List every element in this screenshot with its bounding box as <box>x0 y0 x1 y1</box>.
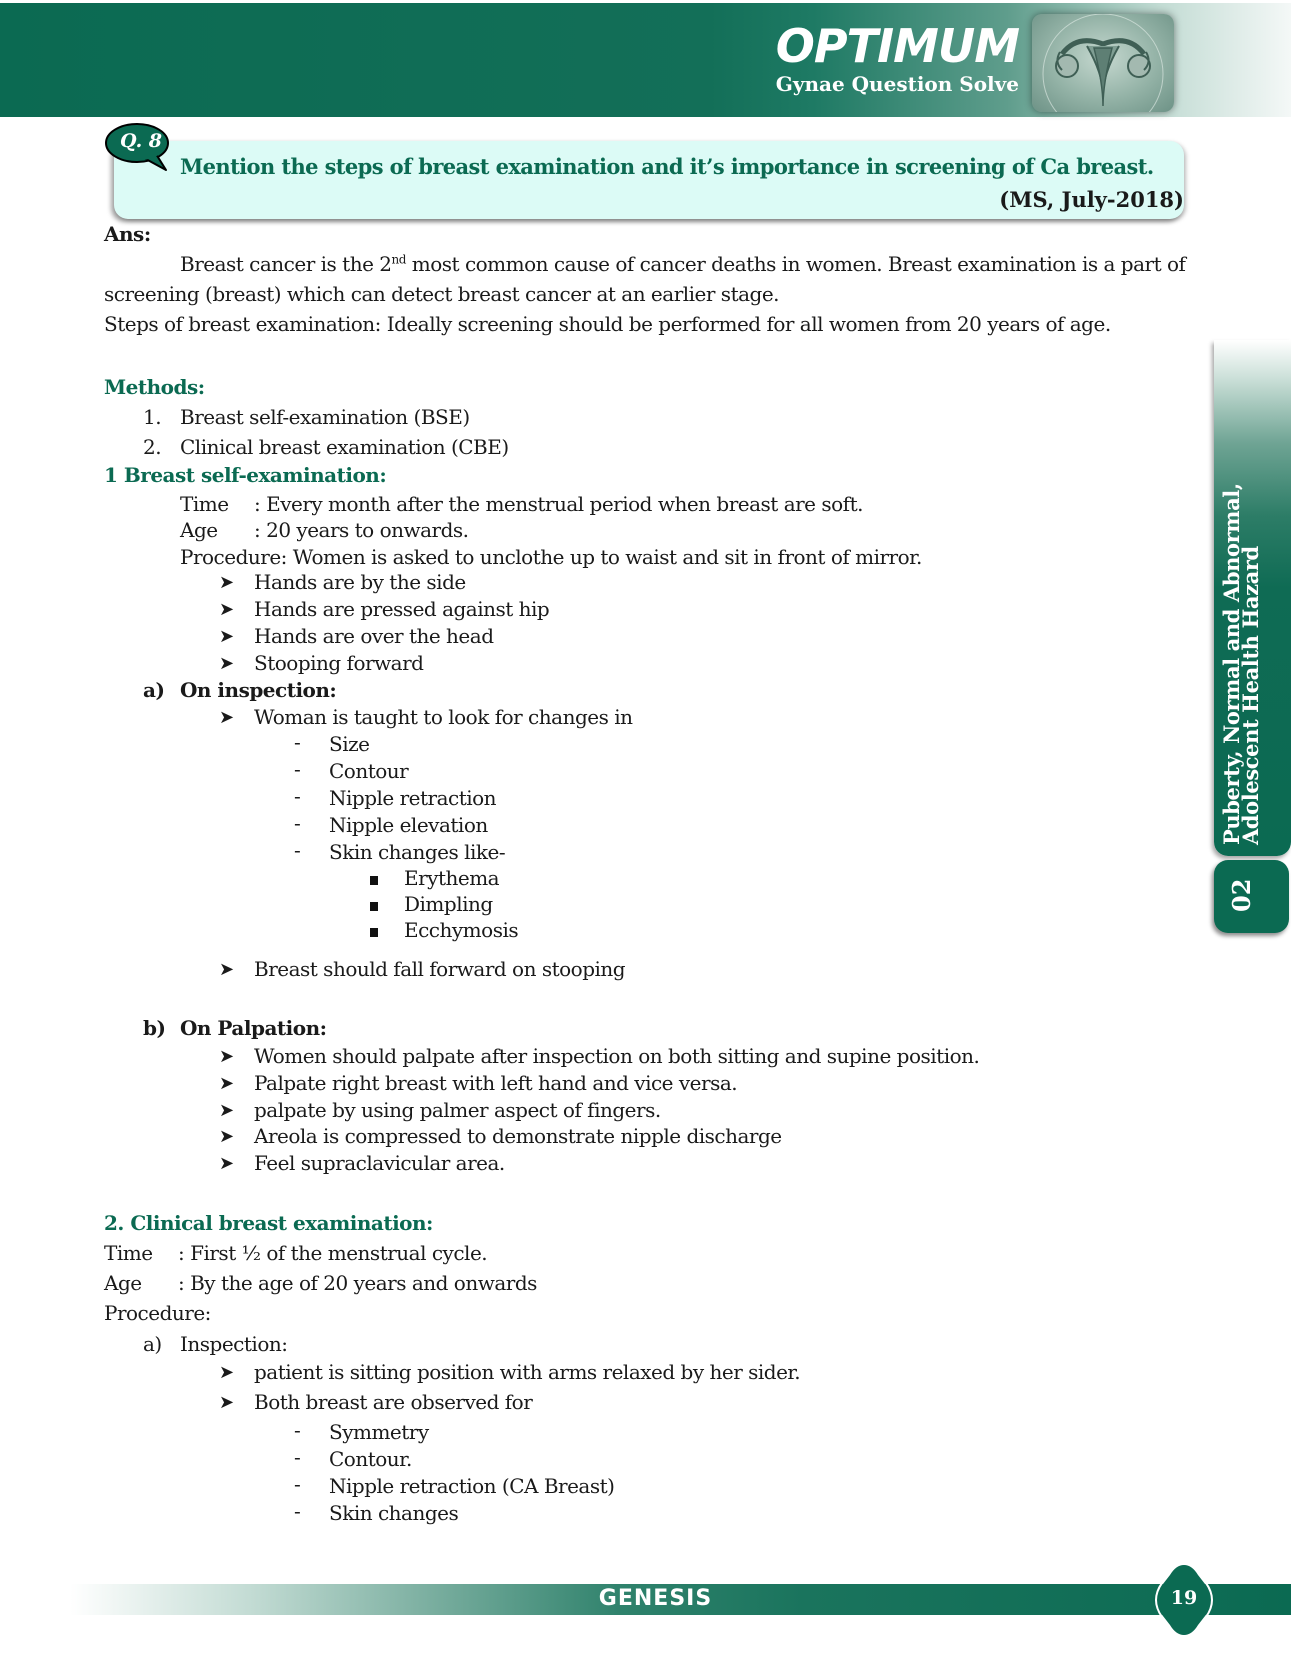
method-number: 2. <box>143 435 162 459</box>
chapter-number: 02 <box>1227 878 1256 912</box>
dash-bullet-icon: - <box>294 730 301 754</box>
position-item: Stooping forward <box>254 651 424 675</box>
cbe-time-value: : First ½ of the menstrual cycle. <box>178 1241 488 1265</box>
arrow-bullet-icon: ➤ <box>219 1100 235 1121</box>
cbe-heading: 2. Clinical breast examination: <box>104 1211 433 1235</box>
dash-bullet-icon: - <box>294 1472 301 1496</box>
stooping-line: Breast should fall forward on stooping <box>254 957 626 981</box>
cbe-age-label: Age <box>104 1271 142 1295</box>
change-item: Skin changes like- <box>329 840 506 864</box>
arrow-bullet-icon: ➤ <box>219 1392 235 1413</box>
methods-heading: Methods: <box>104 375 205 399</box>
palpation-item: palpate by using palmer aspect of fingers. <box>254 1098 661 1122</box>
position-item: Hands are by the side <box>254 570 466 594</box>
steps-line: Steps of breast examination: Ideally screening should be performed for all women from 20 years of age. <box>104 312 1111 336</box>
arrow-bullet-icon: ➤ <box>219 572 235 593</box>
intro-superscript: nd <box>391 252 406 267</box>
skin-change-item: Dimpling <box>404 892 493 916</box>
dash-bullet-icon: - <box>294 1499 301 1523</box>
dash-bullet-icon: - <box>294 757 301 781</box>
palpation-item: Areola is compressed to demonstrate nipple discharge <box>254 1124 782 1148</box>
answer-label: Ans: <box>104 222 151 246</box>
bse-heading: 1 Breast self-examination: <box>104 463 387 487</box>
observed-item: Nipple retraction (CA Breast) <box>329 1474 615 1498</box>
bse-procedure: Procedure: Women is asked to unclothe up to waist and sit in front of mirror. <box>180 545 922 569</box>
arrow-bullet-icon: ➤ <box>219 653 235 674</box>
arrow-bullet-icon: ➤ <box>219 1126 235 1147</box>
change-item: Contour <box>329 759 409 783</box>
arrow-bullet-icon: ➤ <box>219 1362 235 1383</box>
position-item: Hands are over the head <box>254 624 494 648</box>
palpation-item: Feel supraclavicular area. <box>254 1151 505 1175</box>
observed-item: Contour. <box>329 1447 412 1471</box>
chapter-title <box>1219 325 1263 845</box>
bse-age-label: Age <box>180 518 218 542</box>
intro-text-a: Breast cancer is the 2 <box>180 252 392 276</box>
dash-bullet-icon: - <box>294 1445 301 1469</box>
square-bullet-icon <box>370 902 378 911</box>
cbe-inspection-item: patient is sitting position with arms relaxed by her sider. <box>254 1360 801 1384</box>
arrow-bullet-icon: ➤ <box>219 707 235 728</box>
inspection-marker: a) <box>143 678 165 702</box>
question-text: Mention the steps of breast examination and it’s importance in screening of Ca breast. <box>180 154 1154 179</box>
method-item: Breast self-examination (BSE) <box>180 405 470 429</box>
arrow-bullet-icon: ➤ <box>219 599 235 620</box>
chapter-title-line1: Puberty, Normal and Abnormal, <box>1219 483 1244 845</box>
method-number: 1. <box>143 405 162 429</box>
position-item: Hands are pressed against hip <box>254 597 550 621</box>
answer-intro-line2: screening (breast) which can detect breast cancer at an earlier stage. <box>104 282 780 306</box>
chapter-title-line2: Adolescent Health Hazard <box>1238 546 1263 845</box>
inspection-heading: On inspection: <box>180 678 337 702</box>
bse-time-value: : Every month after the menstrual period when breast are soft. <box>254 492 863 516</box>
arrow-bullet-icon: ➤ <box>219 959 235 980</box>
skin-change-item: Erythema <box>404 866 500 890</box>
method-item: Clinical breast examination (CBE) <box>180 435 509 459</box>
arrow-bullet-icon: ➤ <box>219 1046 235 1067</box>
dash-bullet-icon: - <box>294 838 301 862</box>
change-item: Nipple retraction <box>329 786 497 810</box>
brand-block <box>775 19 1019 96</box>
palpation-item: Women should palpate after inspection on both sitting and supine position. <box>254 1044 980 1068</box>
question-number: Q. 8 <box>119 130 163 152</box>
arrow-bullet-icon: ➤ <box>219 1153 235 1174</box>
uterus-illustration-icon <box>1032 14 1174 112</box>
change-item: Size <box>329 732 370 756</box>
square-bullet-icon <box>370 928 378 937</box>
intro-text-b: most common cause of cancer deaths in women. Breast examination is a part of <box>405 252 1186 276</box>
dash-bullet-icon: - <box>294 811 301 835</box>
cbe-inspection-marker: a) <box>143 1332 162 1356</box>
dash-bullet-icon: - <box>294 784 301 808</box>
cbe-procedure-label: Procedure: <box>104 1301 211 1325</box>
question-reference: (MS, July-2018) <box>999 187 1184 212</box>
answer-intro-line1 <box>180 252 1185 276</box>
cbe-age-value: : By the age of 20 years and onwards <box>178 1271 537 1295</box>
cbe-inspection-heading: Inspection: <box>180 1332 288 1356</box>
page-number: 19 <box>1170 1587 1198 1609</box>
palpation-marker: b) <box>143 1016 166 1040</box>
cbe-inspection-item: Both breast are observed for <box>254 1390 533 1414</box>
observed-item: Symmetry <box>329 1420 429 1444</box>
brand-subtitle: Gynae Question Solve <box>775 72 1019 96</box>
change-item: Nipple elevation <box>329 813 488 837</box>
cbe-time-label: Time <box>104 1241 153 1265</box>
square-bullet-icon <box>370 876 378 885</box>
look-for-line: Woman is taught to look for changes in <box>254 705 633 729</box>
bse-age-value: : 20 years to onwards. <box>254 518 469 542</box>
palpation-heading: On Palpation: <box>180 1016 327 1040</box>
bse-time-label: Time <box>180 492 229 516</box>
dash-bullet-icon: - <box>294 1418 301 1442</box>
arrow-bullet-icon: ➤ <box>219 1073 235 1094</box>
arrow-bullet-icon: ➤ <box>219 626 235 647</box>
footer-brand: GENESIS <box>598 1586 713 1611</box>
brand-title: OPTIMUM <box>775 19 1019 73</box>
skin-change-item: Ecchymosis <box>404 918 519 942</box>
palpation-item: Palpate right breast with left hand and vice versa. <box>254 1071 738 1095</box>
observed-item: Skin changes <box>329 1501 459 1525</box>
